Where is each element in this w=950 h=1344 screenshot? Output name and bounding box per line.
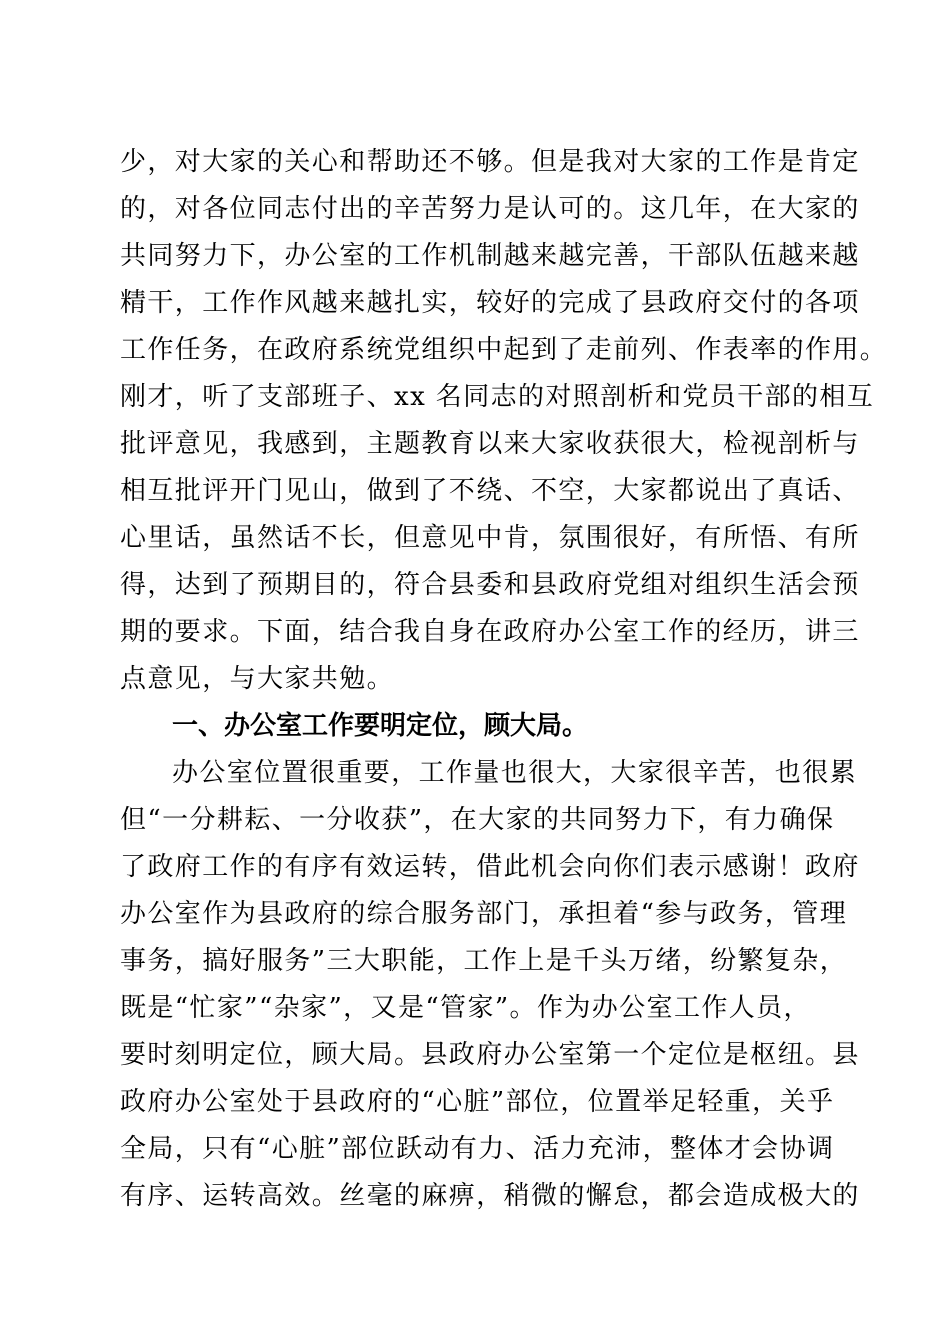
- text-line: 事务，搞好服务”三大职能，工作上是千头万绪，纷繁复杂，: [120, 946, 848, 976]
- text-line: 全局，只有“心脏”部位跃动有力、活力充沛，整体才会协调: [120, 1134, 835, 1164]
- text-line: 刚才，听了支部班子、xx 名同志的对照剖析和党员干部的相互: [120, 382, 875, 412]
- text-line: 了政府工作的有序有效运转，借此机会向你们表示感谢！政府: [120, 852, 860, 882]
- text-line: 工作任务，在政府系统党组织中起到了走前列、作表率的作用。: [120, 335, 888, 365]
- text-line: 要时刻明定位，顾大局。县政府办公室第一个定位是枢纽。县: [120, 1040, 860, 1070]
- text-line: 精干，工作作风越来越扎实，较好的完成了县政府交付的各项: [120, 288, 860, 318]
- text-line: 但“一分耕耘、一分收获”，在大家的共同努力下，有力确保: [120, 805, 835, 835]
- text-line: 少，对大家的关心和帮助还不够。但是我对大家的工作是肯定: [120, 147, 860, 177]
- text-line: 相互批评开门见山，做到了不绕、不空，大家都说出了真话、: [120, 476, 860, 506]
- text-line: 有序、运转高效。丝毫的麻痹，稍微的懈怠，都会造成极大的: [120, 1181, 860, 1211]
- text-line: 办公室作为县政府的综合服务部门，承担着“参与政务，管理: [120, 899, 848, 929]
- text-line: 批评意见，我感到，主题教育以来大家收获很大，检视剖析与: [120, 429, 860, 459]
- text-line: 办公室位置很重要，工作量也很大，大家很辛苦，也很累: [172, 758, 858, 788]
- text-line: 的，对各位同志付出的辛苦努力是认可的。这几年，在大家的: [120, 194, 860, 224]
- text-line: 期的要求。下面，结合我自身在政府办公室工作的经历，讲三: [120, 617, 860, 647]
- section-heading: 一、办公室工作要明定位，顾大局。: [172, 711, 589, 741]
- text-line: 既是“忙家”“杂家”，又是“管家”。作为办公室工作人员，: [120, 993, 811, 1023]
- text-line: 政府办公室处于县政府的“心脏”部位，位置举足轻重，关乎: [120, 1087, 835, 1117]
- text-line: 心里话，虽然话不长，但意见中肯，氛围很好，有所悟、有所: [120, 523, 860, 553]
- text-line: 得，达到了预期目的，符合县委和县政府党组对组织生活会预: [120, 570, 860, 600]
- text-line: 点意见，与大家共勉。: [120, 664, 395, 694]
- text-line: 共同努力下，办公室的工作机制越来越完善，干部队伍越来越: [120, 241, 860, 271]
